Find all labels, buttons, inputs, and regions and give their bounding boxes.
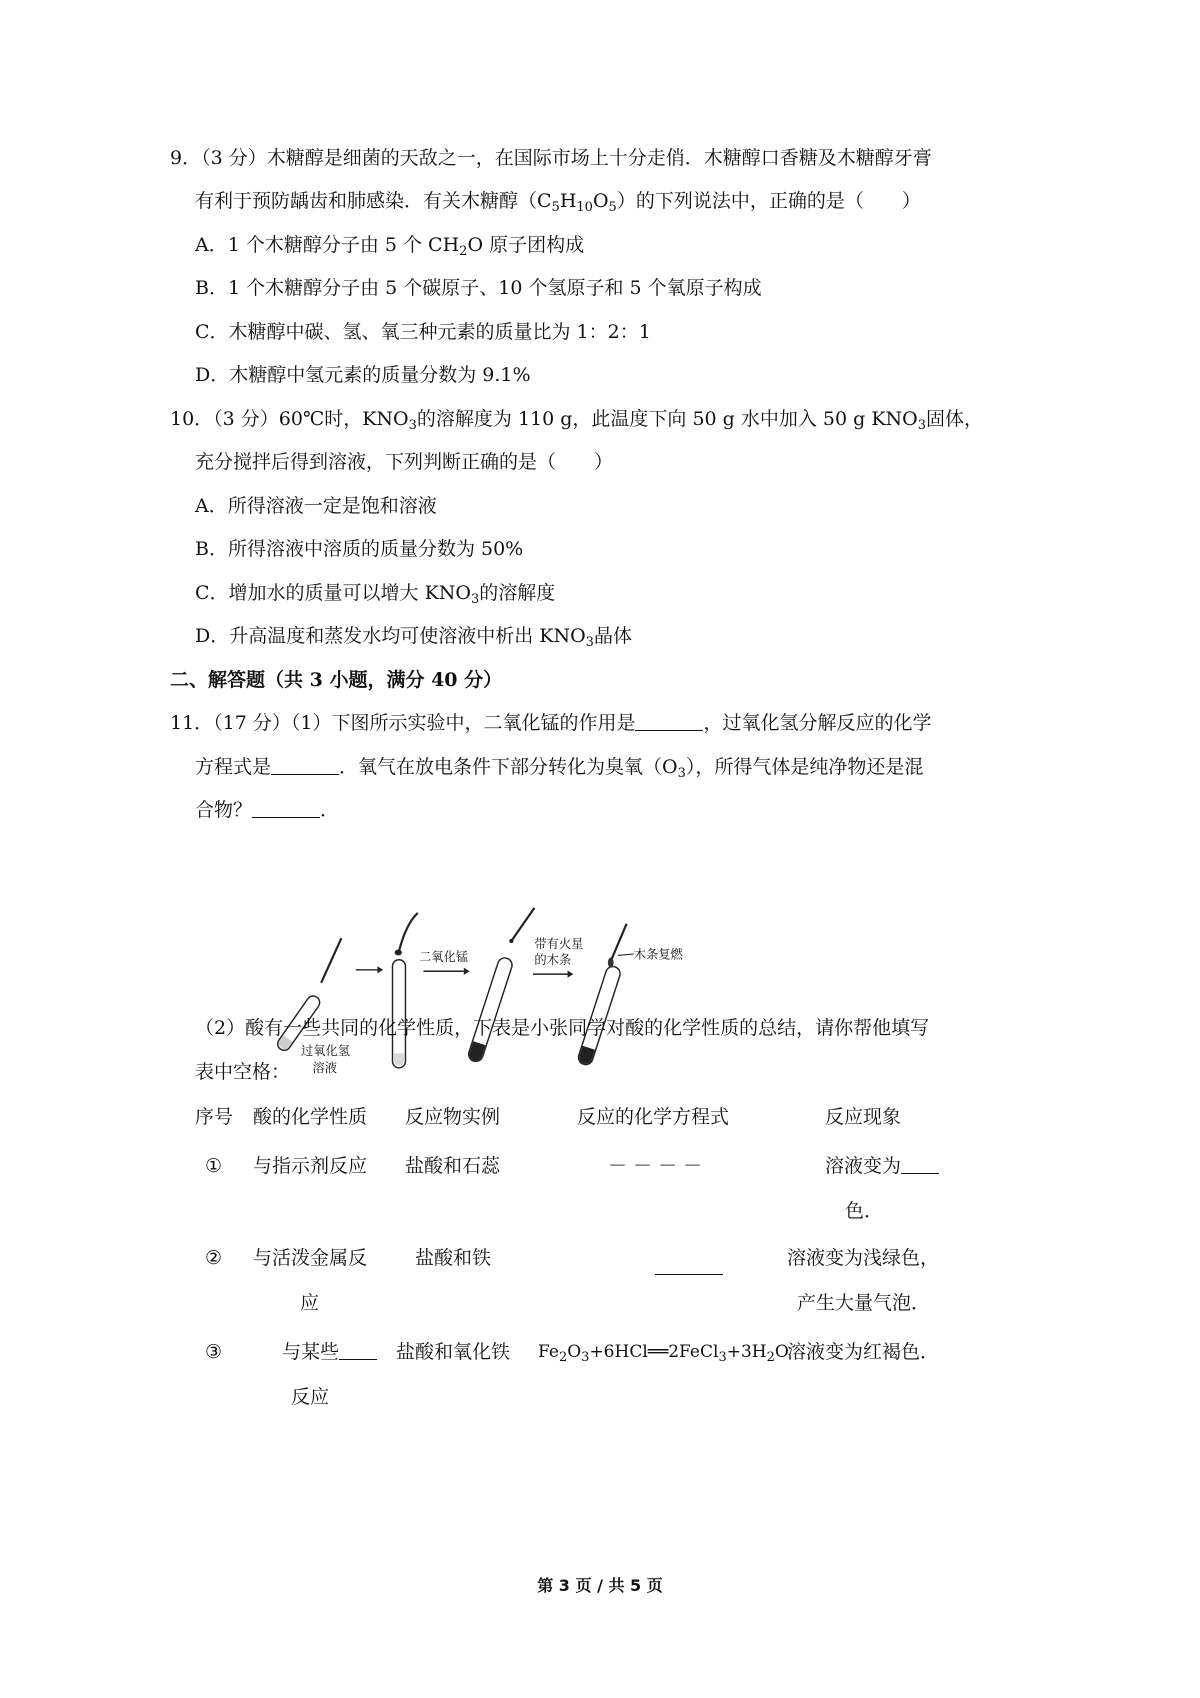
q10-option-b: B．所得溶液中溶质的质量分数为 50% (195, 538, 524, 560)
q10-option-c: C．增加水的质量可以增大 $KNO_3$的溶解度 (195, 582, 556, 607)
table-header-equation: 反应的化学方程式 (577, 1106, 730, 1128)
q11-stem-line3: 合物？ ． (195, 799, 340, 821)
test-tube-2 (393, 960, 406, 1068)
row2-no: ② (205, 1247, 223, 1269)
spatula (399, 913, 418, 951)
row1-phenomenon-line2: 色． (845, 1200, 884, 1222)
q10-option-d: D．升高温度和蒸发水均可使溶液中析出 $KNO_3$晶体 (195, 625, 632, 650)
experiment-diagram (200, 905, 840, 1075)
q11-stem-line1: 11．（17 分）（1）下图所示实验中，二氧化锰的作用是 ，过氧化氢分解反应的化学 (170, 712, 932, 734)
test-tube-3 (467, 956, 514, 1063)
row2-property-line2: 应 (300, 1292, 320, 1314)
label-h2o2-line1: 过氧化氢 (301, 1043, 350, 1058)
splint-ember (509, 939, 513, 943)
answer-blank (635, 712, 703, 731)
q10-option-a: A．所得溶液一定是饱和溶液 (195, 495, 437, 517)
arrow-2-head (464, 968, 470, 975)
row2-equation-blank (655, 1256, 723, 1275)
q9-stem-line2: 有利于预防龋齿和肺感染．有关木糖醇$(C_5H_{10}O_5)$的下列说法中，正确的是（ ） (195, 190, 921, 215)
q9-stem-line1: 9．（3 分）木糖醇是细菌的天敌之一，在国际市场上十分走俏．木糖醇口香糖及木糖醇牙膏 (170, 147, 932, 169)
q9-option-b: B．1 个木糖醇分子由 5 个碳原子、10 个氢原子和 5 个氧原子构成 (195, 277, 762, 299)
q10-stem-line1: 10．（3 分）60℃时，$KNO_3$的溶解度为 110 g，此温度下向 50 g 水中加入 50 g $KNO_3$固体， (170, 408, 984, 433)
row1-phenomenon-line1: 溶液变为 (825, 1153, 939, 1179)
q9-option-a: A．1 个木糖醇分子由 5 个 $CH_2O$ 原子团构成 (195, 234, 585, 259)
row1-no: ① (205, 1155, 223, 1177)
q9-option-c: C．木糖醇中碳、氢、氧三种元素的质量比为 1：2：1 (195, 321, 651, 343)
q10-stem-line2: 充分搅拌后得到溶液，下列判断正确的是（ ） (195, 451, 614, 473)
q9-option-d: D．木糖醇中氢元素的质量分数为 9.1% (195, 364, 531, 386)
label-splint-line1: 带有火星 (534, 937, 584, 952)
arrow-3-head (568, 971, 574, 978)
answer-blank (901, 1155, 939, 1174)
label-mno2: 二氧化锰 (419, 950, 469, 965)
glowing-splint (511, 908, 534, 941)
row2-property-line1: 与活泼金属反 (253, 1247, 368, 1269)
answer-blank (271, 756, 339, 775)
dropper (321, 938, 341, 983)
row2-phenomenon-line2: 产生大量气泡． (797, 1292, 931, 1314)
spatula-powder (395, 950, 402, 956)
row3-equation: $Fe_2O_3+6HCl══2FeCl_3+3H_2O$ (538, 1342, 789, 1365)
row3-property-line2: 反应 (291, 1386, 330, 1408)
table-header-no: 序号 (195, 1106, 234, 1128)
row1-example: 盐酸和石蕊 (405, 1155, 501, 1177)
q11-part2-line2: 表中空格： (195, 1061, 291, 1083)
row3-property-line1: 与某些 (282, 1339, 377, 1365)
row2-example: 盐酸和铁 (415, 1247, 492, 1269)
q11-part2-line1: （2）酸有一些共同的化学性质，下表是小张同学对酸的化学性质的总结，请你帮他填写 (195, 1017, 930, 1039)
row3-no: ③ (205, 1341, 223, 1363)
flame (608, 958, 614, 968)
row3-phenomenon: 溶液变为红褐色． (787, 1341, 940, 1363)
label-pointer (618, 954, 634, 955)
row2-phenomenon-line1: 溶液变为浅绿色， (787, 1247, 940, 1269)
table-header-property: 酸的化学性质 (253, 1106, 368, 1128)
row3-example: 盐酸和氧化铁 (396, 1341, 511, 1363)
arrow-1-head (377, 966, 383, 973)
table-header-phenomenon: 反应现象 (825, 1106, 902, 1128)
q11-stem-line2: 方程式是 ．氧气在放电条件下部分转化为臭氧$(O_3)$，所得气体是纯净物还是混 (195, 756, 924, 781)
row1-property: 与指示剂反应 (253, 1155, 368, 1177)
label-splint-line2: 的木条 (534, 953, 572, 968)
table-header-example: 反应物实例 (405, 1106, 501, 1128)
answer-blank (339, 1341, 377, 1360)
label-relight: 木条复燃 (633, 947, 683, 962)
section-title: 二、解答题（共 3 小题，满分 40 分） (170, 669, 503, 691)
label-h2o2-line2: 溶液 (312, 1061, 338, 1075)
page-footer: 第 3 页 / 共 5 页 (537, 1576, 663, 1595)
answer-blank (252, 799, 320, 818)
experiment-figure (200, 905, 840, 1075)
row1-equation: － － － － (608, 1155, 703, 1177)
